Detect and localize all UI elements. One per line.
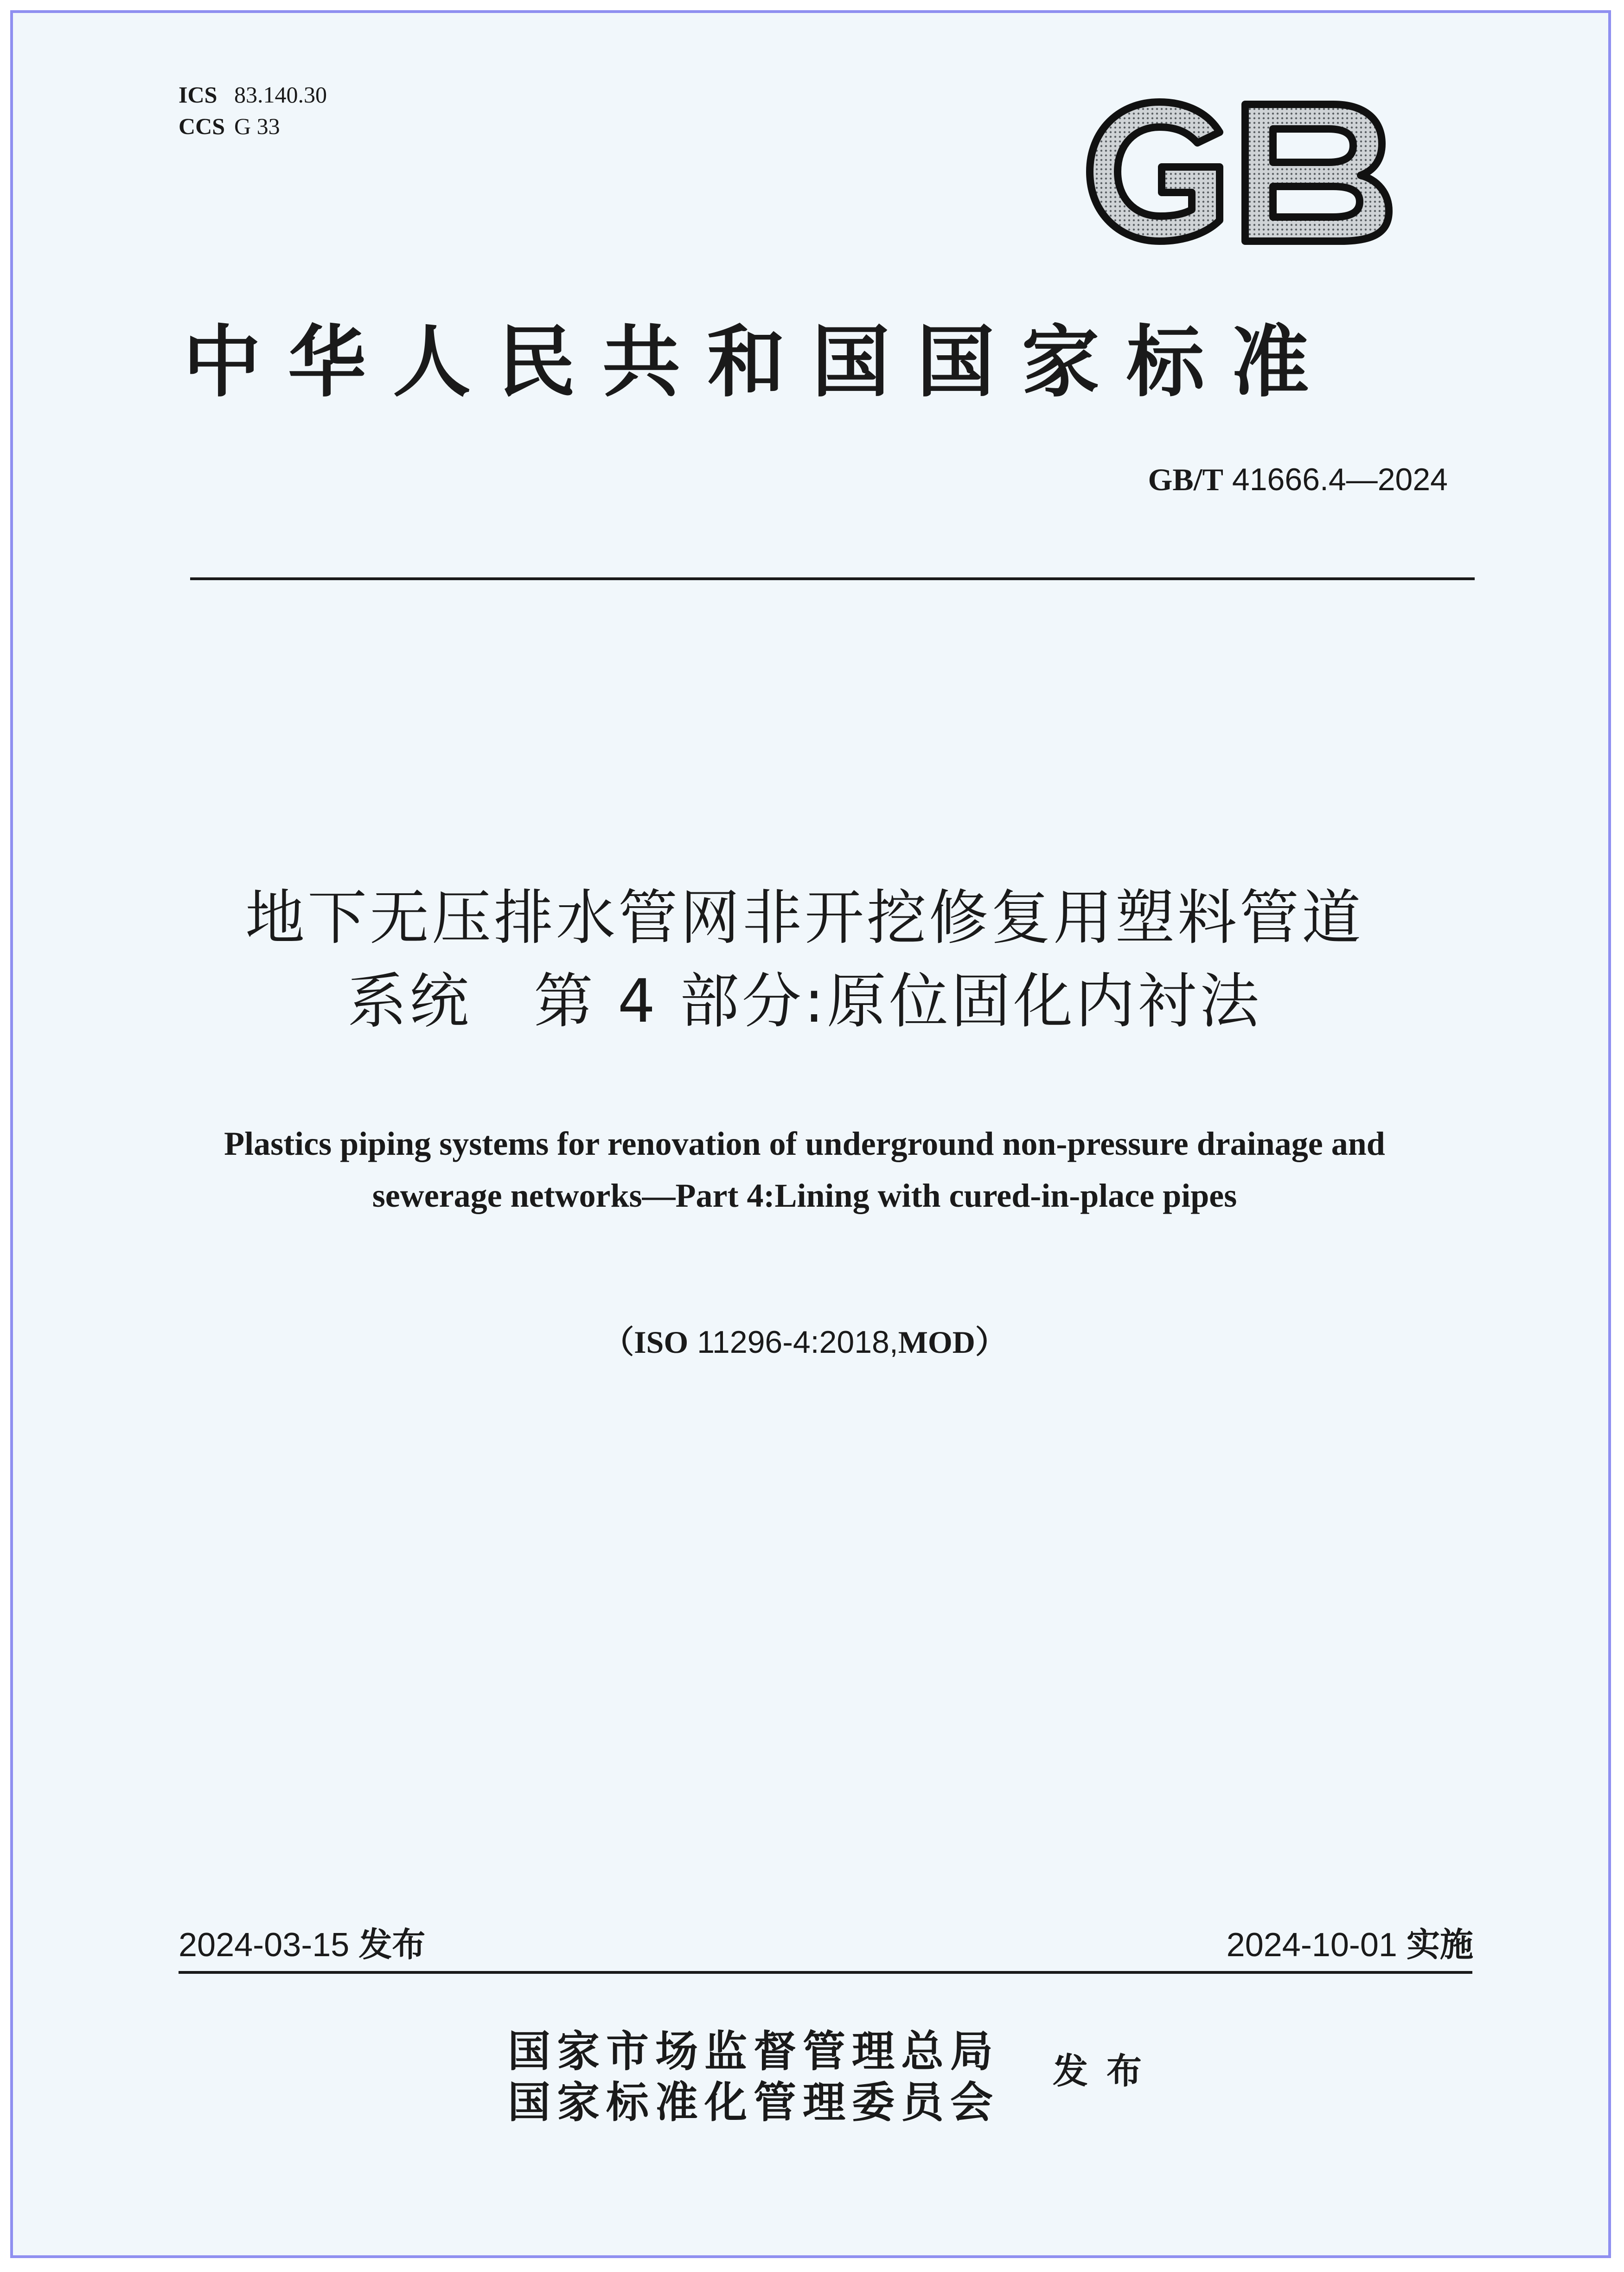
classification-codes [179,79,327,142]
header-divider [190,577,1475,580]
footer-divider [179,1971,1472,1974]
ccs-code: CCS G 33 [179,113,280,139]
english-title-line-2: sewerage networks—Part 4:Lining with cured-in-place pipes [372,1177,1237,1214]
chinese-title-line-1: 地下无压排水管网非开挖修复用塑料管道 [245,883,1364,953]
publisher-sac: 国家标准化管理委员会 [508,2077,1000,2127]
chinese-title-line-2: 系统 第 4 部分:原位固化内衬法 [347,967,1262,1036]
ics-code: ICS 83.140.30 [179,82,327,108]
english-title-line-1: Plastics piping systems for renovation of underground non-pressure drainage and [224,1125,1385,1162]
national-standard-header: 中华人民共和国国家标准 [183,316,1336,408]
publish-date: 2024-03-15 发布 [179,1925,426,1964]
gb-logo-icon [1081,88,1400,255]
publisher-samr: 国家市场监督管理总局 [508,2026,1000,2076]
issued-label: 发布 [1053,2050,1160,2092]
implementation-date: 2024-10-01 实施 [1226,1925,1473,1964]
adoption-reference: （ISO 11296-4:2018,MOD） [602,1325,1007,1360]
standard-number: GB/T 41666.4—2024 [1148,462,1448,497]
